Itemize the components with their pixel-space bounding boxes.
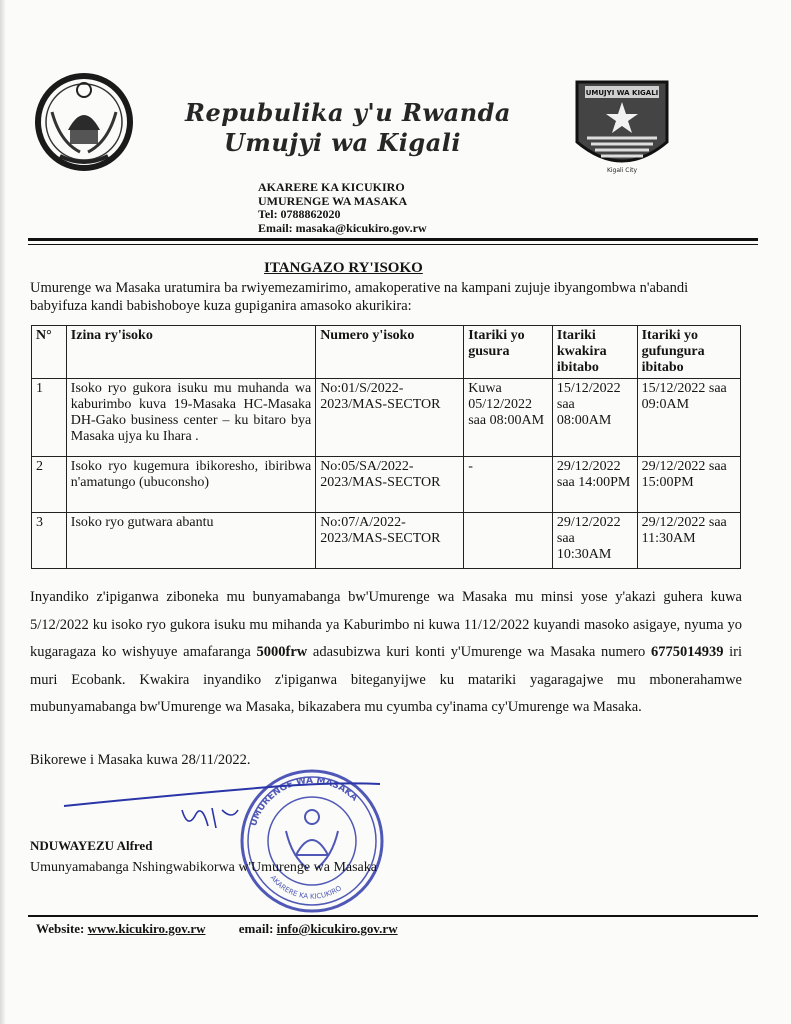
cell-visit: - xyxy=(464,457,553,513)
body-text-part3: iri muri Ecobank. Kwakira inyandiko z'ipiganwa biteganyijwe ku matariki yagaragajwe mu mbonerahamwe mubunyamabanga bw'Umurenge wa Masaka, bikazabera mu cyumba cy'inama cy'Umurenge wa Masaka. xyxy=(30,644,743,715)
district-name: AKARERE KA KICUKIRO xyxy=(258,180,405,194)
table-header-row xyxy=(32,326,741,379)
cell-tender-number: No:01/S/2022-2023/MAS-SECTOR xyxy=(316,379,464,457)
cell-receive: 29/12/2022 saa 10:30AM xyxy=(552,513,637,569)
stamp-bottom-text: AKARERE KA KICUKIRO xyxy=(268,873,344,901)
header-title-line2: Umujyi wa Kigali xyxy=(224,128,461,157)
website-label: Website: xyxy=(36,921,85,936)
header-title-line1: Repubulika y'u Rwanda xyxy=(185,98,511,127)
account-number: 6775014939 xyxy=(650,644,724,660)
cell-visit xyxy=(464,513,553,569)
cell-name: Isoko ryo kugemura ibikoresho, ibiribwa n'amatungo (ubuconsho) xyxy=(66,457,315,513)
emblem-bottom-text: Kigali City xyxy=(606,167,638,174)
header-divider-thin xyxy=(28,244,758,245)
body-text-part1: Inyandiko z'ipiganwa ziboneka mu bunyamabanga bw'Umurenge wa Masaka mu minsi yose y'akazi guhera kuwa 5/12/2022 ku isoko ryo gukora isuku mu mihanda ya Kaburimbo ni kuwa 11/12/2022 kuyandi masoko asigaye, nyuma yo kugaragaza ko wishyuye amafaranga xyxy=(30,589,742,660)
cell-name: Isoko ryo gukora isuku mu muhanda wa kaburimbo kuva 19-Masaka HC-Masaka DH-Gako business center – ku bitaro bya Masaka ujya ku Ihara . xyxy=(66,379,315,457)
fee-amount: 5000frw xyxy=(256,644,308,660)
cell-open: 29/12/2022 saa 15:00PM xyxy=(637,457,740,513)
scan-edge-shadow xyxy=(0,0,6,1024)
notice-intro: Umurenge wa Masaka uratumira ba rwiyemezamirimo, amakoperative na kampani zujuje ibyangombwa n'abandi babyifuza kandi babishoboye kuza gupiganira amasoko akurikira: xyxy=(30,280,689,314)
address-block xyxy=(258,181,427,235)
table-row xyxy=(32,379,741,457)
issued-date-line: Bikorewe i Masaka kuwa 28/11/2022. xyxy=(30,752,251,768)
phone-number: Tel: 0788862020 xyxy=(258,207,341,221)
sector-name: UMURENGE WA MASAKA xyxy=(258,193,408,208)
table-row xyxy=(32,513,741,569)
stamp-top-text: UMURENGE WA MASAKA xyxy=(249,775,360,828)
col-header-number: N° xyxy=(32,326,67,379)
notice-title: ITANGAZO RY'ISOKO xyxy=(264,260,423,276)
col-header-open-date: Itariki yo gufungura ibitabo xyxy=(637,326,740,379)
cell-visit: Kuwa 05/12/2022 saa 08:00AM xyxy=(464,379,553,457)
body-paragraph xyxy=(30,584,742,722)
email-address: Email: masaka@kicukiro.gov.rw xyxy=(258,220,427,235)
cell-name: Isoko ryo gutwara abantu xyxy=(66,513,315,569)
signatory-title: Umunyamabanga Nshingwabikorwa w'Umurenge wa Masaka xyxy=(30,860,377,875)
cell-no: 2 xyxy=(32,457,67,513)
footer-divider xyxy=(28,915,758,917)
col-header-visit-date: Itariki yo gusura xyxy=(464,326,553,379)
col-header-receive-date: Itariki kwakira ibitabo xyxy=(552,326,637,379)
rwanda-coat-of-arms-emblem xyxy=(30,72,138,172)
body-text-part2: adasubizwa kuri konti y'Umurenge wa Masaka numero xyxy=(307,644,651,660)
kigali-city-emblem xyxy=(563,72,681,182)
official-stamp xyxy=(232,765,392,915)
cell-tender-number: No:05/SA/2022-2023/MAS-SECTOR xyxy=(316,457,464,513)
header-divider-thick xyxy=(28,238,758,241)
website-link[interactable]: www.kicukiro.gov.rw xyxy=(87,921,206,936)
emblem-top-text: UMUJYI WA KIGALI xyxy=(585,89,659,97)
cell-no: 3 xyxy=(32,513,67,569)
signatory-name: NDUWAYEZU Alfred xyxy=(30,838,153,853)
col-header-name: Izina ry'isoko xyxy=(66,326,315,379)
email-link[interactable]: info@kicukiro.gov.rw xyxy=(276,921,398,936)
footer xyxy=(36,921,428,937)
cell-open: 29/12/2022 saa 11:30AM xyxy=(637,513,740,569)
cell-no: 1 xyxy=(32,379,67,457)
cell-open: 15/12/2022 saa 09:0AM xyxy=(637,379,740,457)
table-row xyxy=(32,457,741,513)
svg-text:UMURENGE WA MASAKA xyxy=(249,776,359,828)
email-label: email: xyxy=(238,921,274,936)
tender-table xyxy=(31,325,741,569)
cell-tender-number: No:07/A/2022-2023/MAS-SECTOR xyxy=(316,513,464,569)
cell-receive: 29/12/2022 saa 14:00PM xyxy=(552,457,637,513)
cell-receive: 15/12/2022 saa 08:00AM xyxy=(552,379,637,457)
col-header-tender-number: Numero y'isoko xyxy=(316,326,464,379)
